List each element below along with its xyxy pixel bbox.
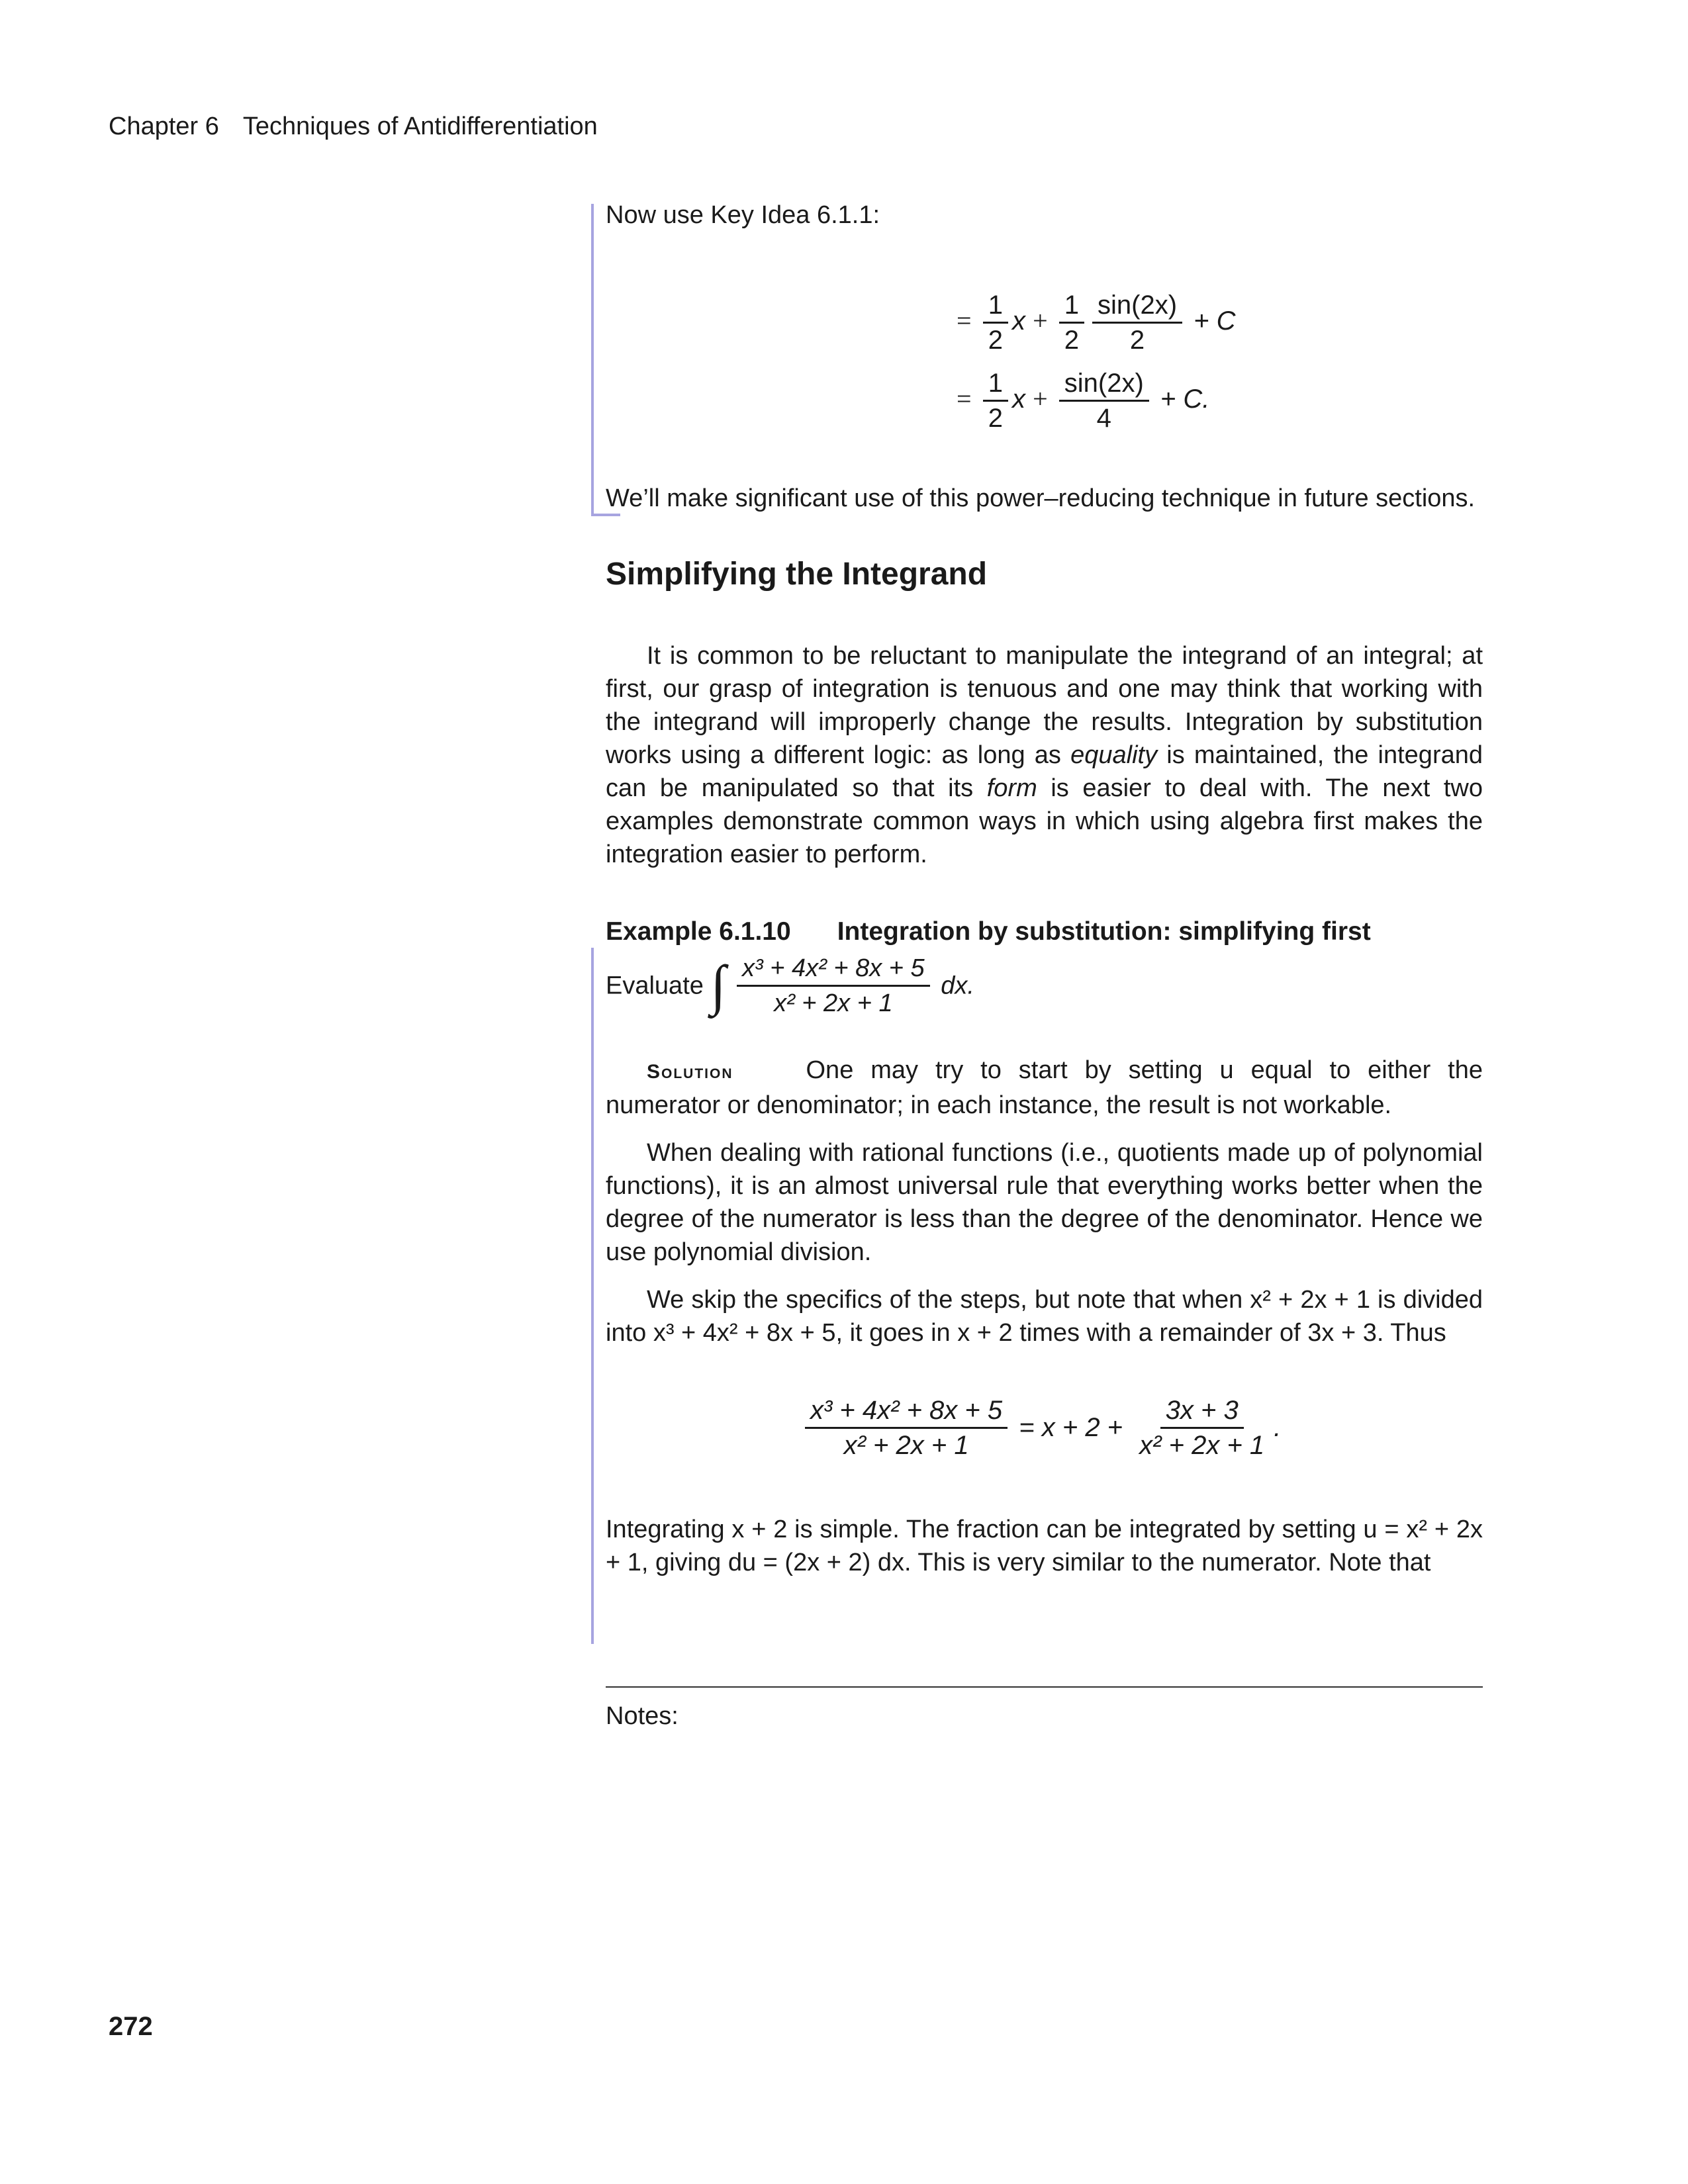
eq1-fraction-half-2: $\frac{1}{2}$ xyxy=(1059,290,1084,355)
page-number: 272 xyxy=(109,2012,153,2041)
remainder-fraction: $\frac{3x + 3}{\text{x² + 2x + 1}}$ xyxy=(1139,1396,1265,1460)
example-number: Example 6.1.10 xyxy=(606,917,791,946)
example-heading xyxy=(606,917,1483,946)
section-title: Simplifying the Integrand xyxy=(606,557,988,592)
section-paragraph: It is common to be reluctant to manipulate the integrand of an integral; at first, our grasp of integration is tenuous and one may think that working with the integrand will improperly change the results. Integration by substitution works using a different logic: as long as equality is maintained, the integrand can be manipulated so that its form is easier to deal with. The next two examples demonstrate common ways in which using algebra first makes the integration easier to perform. xyxy=(606,642,1483,868)
emph-form: form xyxy=(986,774,1037,802)
eq1-fraction-half: $\frac{1}{2}$ xyxy=(983,290,1008,355)
equation-line-1 xyxy=(957,290,1236,355)
division-period: . xyxy=(1274,1413,1282,1442)
evaluate-label: Evaluate xyxy=(606,972,704,1000)
equation-line-2 xyxy=(957,368,1209,433)
notes-divider xyxy=(606,1686,1483,1688)
chapter-title: Techniques of Antidifferentiation xyxy=(242,113,598,140)
running-header xyxy=(109,113,598,141)
division-equation xyxy=(801,1395,1281,1461)
integral-sign: ∫ xyxy=(710,954,726,1017)
eq2-constant: + C. xyxy=(1160,385,1210,414)
division-fraction: $\frac{\text{x³ + 4x² + 8x + 5}}{\text{x² + 2x + 1}}$ xyxy=(805,1395,1008,1461)
differential: dx. xyxy=(941,972,974,1000)
solution-label: Solution xyxy=(647,1061,733,1083)
eq1-fraction-sin: $\frac{\sin(2x)}{2}$ xyxy=(1092,290,1182,355)
eq2-x: x xyxy=(1011,385,1025,414)
eq2-plus: + xyxy=(1033,384,1048,414)
eq1-equals: = xyxy=(957,306,972,336)
eq1-x: x xyxy=(1011,306,1025,336)
example-bar xyxy=(591,948,594,1644)
section-heading xyxy=(606,556,1483,592)
division-quotient: = x + 2 + xyxy=(1019,1413,1123,1442)
eq1-constant: + C xyxy=(1194,306,1236,336)
solution-block xyxy=(606,1054,1483,1349)
example-statement xyxy=(606,953,974,1019)
continuation-bar xyxy=(591,204,594,516)
solution-para-4: Integrating x + 2 is simple. The fraction can be integrated by setting u = x² + 2x + 1, giving du = (2x + 2) dx. This is very similar to the numerator. Note that xyxy=(606,1516,1483,1576)
eq2-fraction-half: $\frac{1}{2}$ xyxy=(983,368,1008,433)
eq1-plus: + xyxy=(1033,306,1048,336)
solution-para-2: When dealing with rational functions (i.e., quotients made up of polynomial functions), it is an almost universal rule that everything works better when the degree of the numerator is less than the degree of the denominator. Hence we use polynomial division. xyxy=(606,1139,1483,1266)
eq2-fraction-sin: $\frac{\sin(2x)}{4}$ xyxy=(1059,368,1149,433)
solution-para-1: One may try to start by setting u equal to either the numerator or denominator; in each instance, the result is not workable. xyxy=(606,1056,1483,1119)
example-title: Integration by substitution: simplifying first xyxy=(837,917,1371,946)
emph-equality: equality xyxy=(1070,741,1158,769)
intro-line: Now use Key Idea 6.1.1: xyxy=(606,201,880,229)
integrand-fraction: $\frac{\text{x³ + 4x² + 8x + 5}}{\text{x² + 2x + 1}}$ xyxy=(737,953,930,1019)
chapter-number: Chapter 6 xyxy=(109,113,219,140)
closing-line: We’ll make significant use of this power–reducing technique in future sections. xyxy=(606,484,1476,512)
eq2-equals: = xyxy=(957,384,972,414)
solution-para-3: We skip the specifics of the steps, but note that when x² + 2x + 1 is divided into x³ + 4x² + 8x + 5, it goes in x + 2 times with a remainder of 3x + 3. Thus xyxy=(606,1286,1483,1347)
notes-label: Notes: xyxy=(606,1702,679,1730)
